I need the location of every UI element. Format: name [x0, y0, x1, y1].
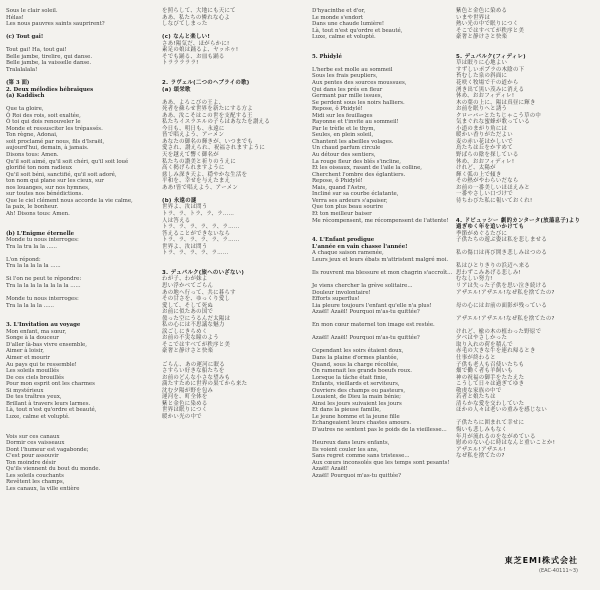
- text-line: L'on répond:: [6, 256, 41, 263]
- text-line: いまや世界は: [456, 14, 491, 21]
- text-line: Seules, en plein soleil,: [312, 132, 374, 139]
- text-line: Ton règne, Adonai,: [6, 132, 58, 139]
- text-line: 鳥たちは丘をかすめて: [456, 145, 513, 152]
- section-heading: (c) Tout gai!: [6, 34, 44, 41]
- text-line: A chaque saison ramenée,: [312, 250, 384, 257]
- text-line: 輝く弧の上で傾き: [456, 171, 502, 178]
- text-line: 満たすために世界の果てから来た: [162, 381, 248, 388]
- text-line: 待ちわびた私に報いておくれ!: [456, 197, 533, 204]
- text-line: Ton moindre désir: [6, 459, 56, 466]
- text-line: 慰めのない心に時はなんと重いことか!: [456, 440, 556, 447]
- text-line: Douleur involontaire!: [312, 289, 371, 296]
- text-line: お前を眠りへと誘う: [456, 106, 508, 113]
- text-line: 草は眠りに心地よい: [456, 60, 508, 67]
- text-line: 暖かい光の中で: [162, 413, 202, 420]
- text-line: On ramenait les grands boeufs roux.: [312, 368, 412, 375]
- text-line: Sous le clair soleil.: [6, 8, 58, 14]
- text-line: わが子、わが妹よ: [162, 276, 208, 283]
- text-line: Louaient, de Dieu la main bénie;: [312, 394, 401, 401]
- text-line: la paix, le bonheur.: [6, 204, 59, 211]
- text-line: Ils voient couler les ans,: [312, 446, 379, 453]
- text-line: 愛して、そして死ぬ: [162, 302, 214, 309]
- text-line: Par le trèfle et le thym,: [312, 125, 376, 132]
- text-line: さすらい好きな船たちを: [162, 368, 225, 375]
- section-heading: (b) 永遠の謎: [162, 197, 197, 204]
- text-line: 気まぐれな蜜蜂が歌っている: [456, 119, 530, 126]
- text-line: 季節がめぐるたびに: [456, 230, 508, 237]
- text-line: あの地へ行って、共に暮らす: [162, 289, 236, 296]
- text-line: Quand, sous la charge récoltée,: [312, 361, 399, 368]
- text-line: Que ton plus beau sourire: [312, 204, 384, 211]
- text-line: アザエル!アザエル!: [456, 446, 507, 453]
- section-heading: (第 3 面): [6, 80, 30, 87]
- text-line: あなたの御名の輝きが、いつまでも: [162, 138, 254, 145]
- text-line: さあ!陽気だ、ほがらかに!: [162, 40, 230, 47]
- text-line: クローバーとたちじゃこう草の中: [456, 112, 542, 119]
- section-heading: (a) Kaddisch: [6, 93, 45, 100]
- text-line: Qu'il soit béni, sanctifié, qu'il soit adoré,: [6, 171, 117, 178]
- text-line: Là, tout n'est qu'ordre et beauté,: [312, 27, 403, 34]
- section-heading: 過ぎゆく年を追いかけても: [456, 224, 525, 231]
- text-line: 熱い光の中で眠りにつく: [456, 21, 519, 28]
- text-line: 畑で働く者も羊飼いも: [456, 368, 513, 375]
- text-line: Efforts superflus!: [312, 296, 360, 303]
- text-line: 答えることができないなら: [162, 230, 231, 237]
- text-line: Si l'on ne peut te répondre:: [6, 276, 82, 283]
- text-line: Qu'ils viennent du bout du monde.: [6, 466, 101, 473]
- text-line: そこではすべてが秩序と美: [162, 341, 231, 348]
- text-line: Echangeaient leurs chastes amours.: [312, 420, 412, 427]
- text-line: Lia pleure toujours l'enfant qu'elle n'a plus!: [312, 302, 432, 309]
- text-line: Dans la plaine d'ormes plantée,: [312, 354, 399, 361]
- text-line: 私の傷口は再び開き悲しみはつのる: [456, 250, 548, 257]
- text-line: Au pays qui te ressemble!: [6, 361, 77, 368]
- text-line: 愛され、讃えられ、祝福されますように: [162, 145, 266, 152]
- text-line: D'hyacinthe et d'or,: [312, 8, 366, 14]
- text-line: 慈しみ深き天よ、穏やかな生活を: [162, 171, 248, 178]
- text-line: 思わずこみあげる悲しみ!: [456, 269, 522, 276]
- text-line: Ainsi les jours suivaient les jours: [312, 400, 402, 407]
- text-line: そこではすべてが秩序と美: [456, 27, 525, 34]
- text-line: 神の祝福の御手をたたえた: [456, 374, 525, 381]
- text-line: お前の一番美しいほほえみと: [456, 184, 530, 191]
- text-line: Aux cœurs inconsolés que les temps sont pesants!: [312, 459, 450, 466]
- text-line: Azaël! Pourquoi m'as-tu quittée?: [312, 472, 402, 479]
- text-line: 木の葉の上に、陽は真昼に輝き: [456, 99, 536, 106]
- text-line: Mon enfant, ma sœur,: [6, 328, 67, 335]
- text-line: 母の心にはお前の面影が残っている: [456, 302, 548, 309]
- text-line: ほかの人々は老いの重みを感じない: [456, 407, 548, 414]
- text-line: ああ、よろこびの王よ、: [162, 99, 225, 106]
- text-line: Rayonne et t'invite au sommeil!: [312, 119, 399, 126]
- text-line: 高く掲げられますように: [162, 165, 225, 172]
- text-line: 天を越えて響く御名が: [162, 152, 219, 159]
- text-line: アザエル!アザエル!なぜ私を捨てたの?: [456, 289, 555, 296]
- text-line: 麦の赤い花はかしいで: [456, 138, 513, 145]
- text-line: けれど、楡の木の植わった野原で: [456, 328, 542, 335]
- section-heading: (b) L'Enigme éternelle: [6, 230, 75, 237]
- text-line: D'aller là-bas vivre ensemble,: [6, 341, 87, 348]
- text-line: 私はひとりきりの浜辺へ来る: [456, 263, 530, 270]
- text-line: D'autres ne sentent pas le poids de la vieillesse...: [312, 427, 447, 433]
- text-line: Aimer et mourir: [6, 354, 50, 361]
- text-line: 悔いも悲しみもなく: [456, 427, 508, 433]
- text-line: Heureux dans leurs enfants,: [312, 440, 390, 447]
- text-line: 年月が流れるのをながめている: [456, 433, 536, 440]
- text-line: 清らかな愛を交わしていた: [456, 400, 525, 407]
- text-line: Monde tu nous interroges:: [6, 237, 79, 244]
- text-line: De ces ciels brouillés: [6, 374, 64, 381]
- text-line: aujourd'hui, demain, à jamais.: [6, 145, 89, 152]
- text-line: Les soleils mouillés: [6, 368, 60, 375]
- text-line: L'herbe est molle au sommeil: [312, 66, 393, 73]
- text-line: glorifié ton nom radieux: [6, 165, 73, 172]
- text-line: La rouge fleur des blés s'incline,: [312, 158, 401, 165]
- text-line: Tra la la la la la la la la ......: [6, 282, 81, 289]
- text-line: 紫色と金色に染める: [456, 8, 508, 14]
- text-line: Azaël! Azaël! Pourquoi m'as-tu quittée?: [312, 335, 420, 342]
- text-line: soit proclamé par nous, fils d'Israël,: [6, 138, 105, 145]
- text-line: すずしいポプラの木陰の下: [456, 66, 525, 73]
- section-heading: 2. Deux mélodies hébraïques: [6, 86, 94, 93]
- text-line: Azaël! Azaël! Pourquoi m'as-tu quittée?: [312, 309, 420, 316]
- text-line: 休め、おおフィディレ!: [456, 158, 515, 165]
- text-line: Belle jambe, tirelire, qui danse.: [6, 53, 93, 60]
- column-japanese-2: [456, 8, 596, 582]
- text-line: ton nom qui plane sur les cieux, sur: [6, 178, 104, 185]
- text-line: Et dans la pieuse famille,: [312, 407, 381, 414]
- catalog-code: (EAC-40111~3): [539, 568, 578, 574]
- text-line: Ô Roi des rois, soit exaltée,: [6, 112, 81, 119]
- text-line: Et ton meilleur baiser: [312, 210, 372, 217]
- text-line: けれど、太陽が: [456, 165, 496, 172]
- text-line: 一番やさしい口づけで: [456, 191, 513, 198]
- section-heading: 4. L'Enfant prodigue: [312, 237, 375, 244]
- text-line: Azaël! Azaël!: [312, 466, 348, 473]
- text-line: Repose, ô Phidylé!: [312, 178, 363, 185]
- text-line: 暖かい香りがただよい: [456, 132, 513, 139]
- text-line: 子供も老人も召使いたちも: [456, 361, 525, 368]
- text-line: Luxe, calme et volupté.: [6, 413, 70, 420]
- text-line: Hélas!: [6, 14, 24, 21]
- text-line: トラ、ラ、ラ、ラ、ラ……: [162, 250, 229, 257]
- text-line: Dont l'humeur est vagabonde;: [6, 446, 89, 453]
- text-line: トラ、ラ、ラ、ラ、ラ、ラ……: [162, 237, 240, 244]
- text-line: 夕べはやさしかった: [456, 335, 508, 342]
- text-line: Chantent les abeilles volages.: [312, 138, 394, 145]
- text-line: 若者と娘たちは: [456, 394, 496, 401]
- text-line: C'est pour assouvir: [6, 453, 59, 460]
- text-line: 沈む夕陽が野を包み: [162, 387, 214, 394]
- text-line: Revêtent les champs,: [6, 479, 65, 486]
- text-line: Ô toi qui dois renouveler le: [6, 119, 81, 126]
- section-heading: (a) 頌栄歌: [162, 86, 191, 93]
- text-line: Ah! Disons tous: Amen.: [6, 210, 70, 217]
- text-line: Là, tout n'est qu'ordre et beauté,: [6, 407, 97, 414]
- text-line: 世界は眠りにつく: [162, 407, 208, 414]
- text-line: Lorsque la tâche était finie,: [312, 374, 388, 381]
- section-heading: 3. L'Invitation au voyage: [6, 322, 81, 329]
- text-line: Et les oiseaux, rasant de l'aile la colline,: [312, 165, 423, 172]
- text-line: Les soleils couchants: [6, 472, 64, 479]
- text-line: Brillant à travers leurs larmes.: [6, 400, 91, 407]
- text-line: Tra la tra la la ......: [6, 243, 58, 250]
- text-line: こうして日々は過ぎてゆき: [456, 381, 525, 388]
- section-heading: L'année en vain chasse l'année!: [312, 243, 408, 250]
- text-line: ああ、汝こそはこの世を支配する王: [162, 112, 253, 119]
- column-japanese-1: [162, 8, 284, 582]
- text-line: ああ、私たちの憐れな心よ: [162, 14, 231, 21]
- text-line: 人は答える: [162, 217, 191, 224]
- text-line: Monde et ressusciter les trépassés.: [6, 125, 103, 132]
- text-line: Sans regret comme sans tristesse...: [312, 453, 410, 460]
- text-line: Disons tous: Amen.: [6, 152, 59, 159]
- text-line: なぜ私を捨てたの?: [456, 453, 505, 460]
- text-line: 私の心には不思議な魅力: [162, 322, 225, 329]
- text-line: 世界よ、汝は問う: [162, 243, 208, 250]
- text-line: トラララララ!: [162, 60, 199, 67]
- text-line: 紫と金色に染める: [162, 400, 208, 407]
- text-line: Dormir ces vaisseaux: [6, 440, 65, 447]
- text-line: Monde tu nous interroges:: [6, 296, 79, 303]
- text-line: お前に似たあの国で: [162, 309, 214, 316]
- text-line: ああ!皆で唱えよう、アーメン: [162, 184, 239, 191]
- text-line: Leurs jeux et leurs ébats m'attristent malgré moi.: [312, 256, 449, 263]
- text-line: Qui dans les prés en fleur: [312, 86, 383, 93]
- text-line: Luxe, calme et volupté.: [312, 34, 376, 41]
- text-line: Un chaud parfum circule: [312, 145, 381, 152]
- publisher-name: 東芝EMI株式会社: [504, 556, 578, 565]
- text-line: そでも踊る、お皿も踊る: [162, 53, 225, 60]
- text-line: Le monde s'endort: [312, 14, 364, 21]
- text-line: Mais, quand l'Astre,: [312, 184, 367, 191]
- text-line: Le jeune homme et la jeune fille: [312, 413, 400, 420]
- text-line: 赤毛の大きな牛を連れ帰るとき: [456, 348, 536, 355]
- text-line: Aux pentes des sources moussues,: [312, 80, 407, 87]
- text-line: Germant par mille issues,: [312, 93, 383, 100]
- text-line: nos louanges, sur nos hymnes,: [6, 184, 90, 191]
- text-line: 子供たちに囲まれて幸せに: [456, 420, 525, 427]
- text-line: 曇った空にうるんだ太陽は: [162, 315, 231, 322]
- text-line: Sous les frais peupliers,: [312, 73, 378, 80]
- text-line: Belle jambe, la vaisselle danse.: [6, 60, 92, 67]
- text-line: お前のどんな小さな望みも: [162, 374, 231, 381]
- text-line: 涙ごしにきらめく: [162, 328, 208, 335]
- text-line: Ouvriers des champs ou pasteurs,: [312, 387, 406, 394]
- text-line: Les canaux, la ville entière: [6, 485, 80, 492]
- text-line: Verra ses ardeurs s'apaiser,: [312, 197, 388, 204]
- text-line: Incliné sur sa courbe éclatante,: [312, 191, 399, 198]
- text-line: Tra la la la la ......: [6, 302, 54, 309]
- text-line: Que le ciel clément nous accorde la vie calme,: [6, 197, 133, 204]
- text-line: Tout gai! Ha, tout gai!: [6, 47, 67, 54]
- text-line: Me récompensent, me récompensent de l'attente!: [312, 217, 449, 224]
- text-line: 休め、おおフィディレ!: [456, 93, 515, 100]
- text-line: 今日も、明日も、永遠に: [162, 125, 225, 132]
- text-line: 世界よ、汝は問う: [162, 204, 208, 211]
- text-line: Enfants, vieillards et serviteurs,: [312, 381, 400, 388]
- text-line: 敬虔な家族の中で: [456, 387, 502, 394]
- text-line: 小道のまがり角には: [456, 125, 508, 132]
- text-line: 湧き出て黒い茂みに消える: [456, 86, 525, 93]
- text-line: リアは失った子供を思い泣き続ける: [456, 282, 548, 289]
- text-line: 豪奢と静けさと快楽: [456, 34, 508, 41]
- text-line: 死者を蘇らせ世界を新たにする方よ: [162, 106, 253, 113]
- text-line: 思い浮かべてごらん: [162, 282, 214, 289]
- text-line: 素足の娘は踊るよ、ヤッホゥ!: [162, 47, 239, 54]
- text-line: 仕事が終わると: [456, 354, 496, 361]
- text-line: Qu'il soit aimé, qu'il soit chéri, qu'il soit loué: [6, 158, 129, 165]
- text-line: Songe à la douceur: [6, 335, 59, 342]
- text-line: En mon cœur maternel ton image est restée.: [312, 322, 435, 329]
- text-line: むなしい努力!: [456, 276, 493, 283]
- section-heading: 5. デュパルク(フィディレ): [456, 53, 526, 60]
- section-heading: 3. デュパルク(旅へのいざない): [162, 269, 245, 276]
- section-heading: 5. Phidylé: [312, 53, 342, 60]
- text-line: Aimer à loisir,: [6, 348, 45, 355]
- text-line: Pour mon esprit ont les charmes: [6, 381, 95, 388]
- text-line: 皆で唱えよう、アーメン: [162, 132, 225, 139]
- text-line: Cherchent l'ombre des églantiers.: [312, 171, 406, 178]
- text-line: お前の不実な瞳のよう: [162, 335, 219, 342]
- text-line: Cependant les soirs étaient doux,: [312, 348, 404, 355]
- text-line: Dans une chaude lumière!: [312, 21, 385, 28]
- text-line: Ils rouvrent ma blessure et mon chagrin s'accroît...: [312, 269, 453, 276]
- text-line: Au détour des sentiers,: [312, 152, 376, 159]
- text-line: 野ばらの陰を探している: [456, 152, 519, 159]
- text-line: 私たちイスラエルの子らはあなたを讃える: [162, 119, 271, 126]
- text-line: トラ、ラ、ラ、ラ、ラ、ラ……: [162, 224, 240, 231]
- text-line: その甘さを、ゆっくり愛し: [162, 296, 231, 303]
- section-heading: 4. ドビュッシー 劇的カンタータ(放蕩息子)より: [456, 217, 581, 224]
- text-line: 私たちの讃美と祈りのうえに: [162, 158, 236, 165]
- text-line: De tes traîtres yeux,: [6, 394, 62, 401]
- text-line: Midi sur les feuillages: [312, 112, 373, 119]
- text-line: トラ、ラ、トラ、ラ、ラ……: [162, 210, 235, 217]
- section-heading: (c) なんと楽しい!: [162, 34, 211, 41]
- text-line: しなびてしまった: [162, 21, 208, 28]
- text-line: sur toutes nos bénédictions.: [6, 191, 84, 198]
- text-line: Si mystérieux: [6, 387, 44, 394]
- column-french-1: [6, 8, 133, 582]
- text-line: Que ta gloire,: [6, 106, 44, 113]
- text-line: ごらん、あの運河に眠る: [162, 361, 225, 368]
- section-heading: 2. ラヴェル(二つのヘブライの歌): [162, 80, 250, 87]
- text-line: Je viens chercher la grève solitaire...: [312, 282, 413, 289]
- text-line: を照らして、大地にも天にて: [162, 8, 236, 14]
- column-french-2: [312, 8, 453, 582]
- text-line: Vois sur ces canaux: [6, 433, 60, 440]
- text-line: Se perdent sous les noirs halliers.: [312, 99, 405, 106]
- text-line: 苔むした泉の斜面に: [456, 73, 508, 80]
- text-line: 取り入れの荷を積んで: [456, 341, 513, 348]
- text-line: Repose, ô Phidylé!: [312, 106, 363, 113]
- text-line: 運河を、町全体を: [162, 394, 208, 401]
- text-line: 花咲く牧場で千の道から: [456, 80, 519, 87]
- text-line: 子供たちの遊ぶ姿は私を悲しませる: [456, 237, 548, 244]
- text-line: アザエル!アザエル!なぜ私を捨てたの?: [456, 315, 555, 322]
- text-line: Tralalalala!: [6, 66, 38, 73]
- text-line: Tra la la la la la ......: [6, 263, 61, 270]
- text-line: Les nous pauvres saints sauprirent?: [6, 21, 105, 28]
- text-line: 豪奢と静けさと快楽: [162, 348, 214, 355]
- publisher-label: [505, 555, 578, 574]
- text-line: 平和を、幸せを与えたまえ: [162, 178, 231, 185]
- text-line: その熱がやわらいだなら: [456, 178, 519, 185]
